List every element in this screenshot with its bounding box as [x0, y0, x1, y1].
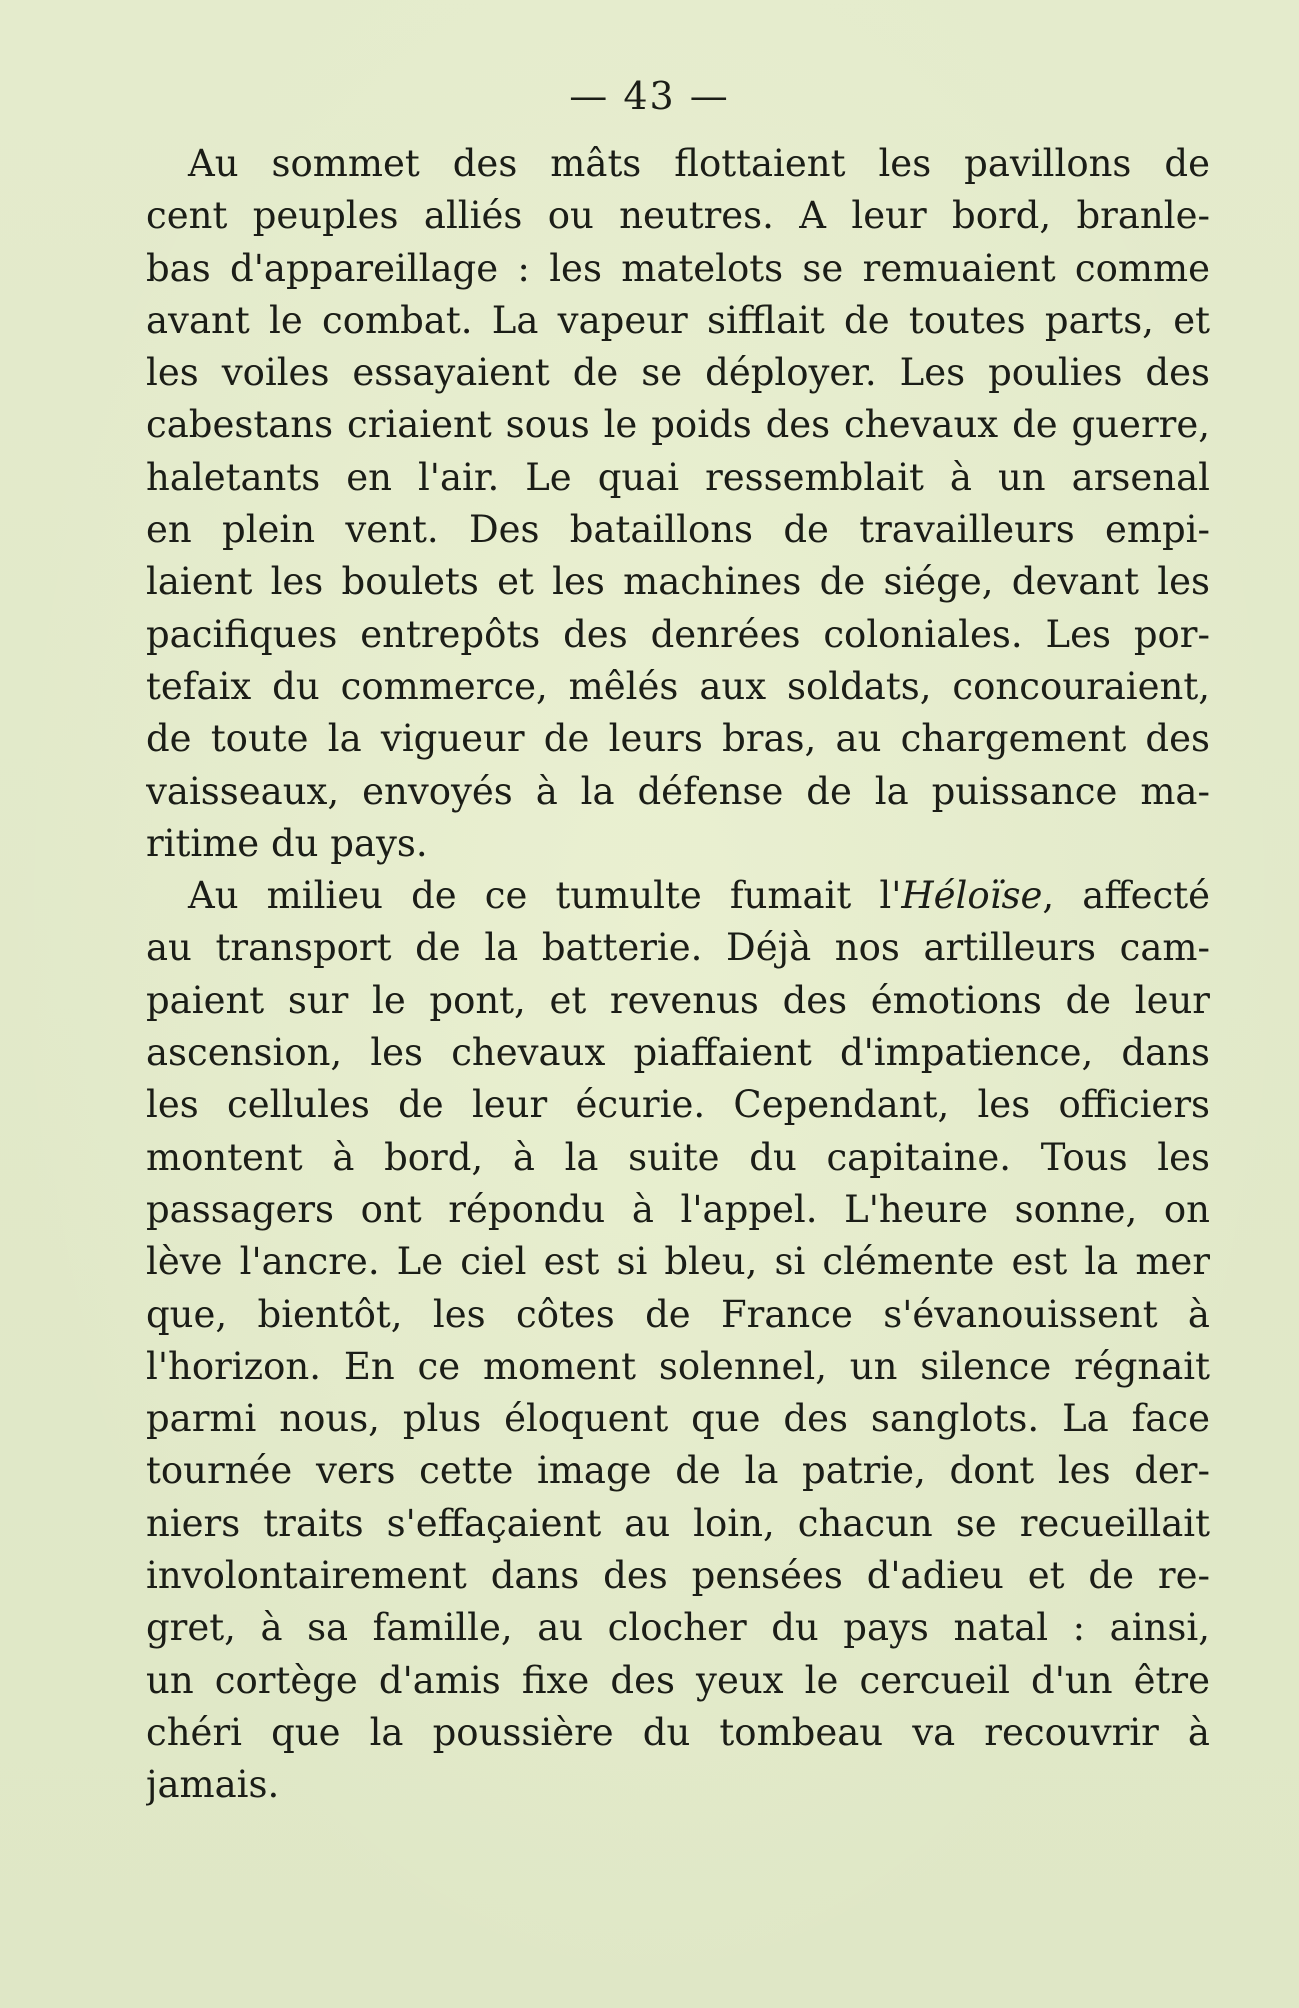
text-line: avant le combat. La vapeur sifflait de toutes parts, et: [146, 298, 1210, 342]
text-line: parmi nous, plus éloquent que des sanglots. La face: [146, 1397, 1210, 1441]
text-line: bas d'appareillage : les matelots se remuaient comme: [146, 246, 1210, 290]
paragraph-2: [146, 870, 1210, 1811]
text-line: laient les boulets et les machines de siége, devant les: [146, 560, 1210, 604]
text-segment: Au milieu de ce tumulte fumait l': [188, 874, 902, 918]
text-line: les cellules de leur écurie. Cependant, les officiers: [146, 1083, 1210, 1127]
text-line: Au sommet des mâts flottaient les pavillons de: [188, 142, 1210, 185]
text-line: au transport de la batterie. Déjà nos artilleurs cam-: [146, 926, 1210, 970]
body-text: [146, 138, 1210, 1812]
text-line: tournée vers cette image de la patrie, dont les der-: [146, 1449, 1210, 1493]
paragraph-1: [146, 138, 1210, 870]
text-line: les voiles essayaient de se déployer. Les poulies des: [146, 351, 1210, 395]
text-line: chéri que la poussière du tombeau va recouvrir à: [146, 1710, 1210, 1754]
text-line: ritime du pays.: [146, 821, 428, 865]
text-line: haletants en l'air. Le quai ressemblait à un arsenal: [146, 455, 1210, 499]
text-line: lève l'ancre. Le ciel est si bleu, si clémente est la mer: [146, 1240, 1210, 1284]
page-number: — 43 —: [569, 74, 730, 118]
text-line: [146, 870, 1210, 922]
text-line: ascension, les chevaux piaffaient d'impatience, dans: [146, 1031, 1210, 1075]
text-line: de toute la vigueur de leurs bras, au chargement des: [146, 717, 1210, 761]
text-line: que, bientôt, les côtes de France s'évanouissent à: [146, 1292, 1210, 1336]
text-line: cabestans criaient sous le poids des chevaux de guerre,: [146, 403, 1210, 447]
text-segment: , affecté: [1042, 874, 1210, 918]
text-line: l'horizon. En ce moment solennel, un silence régnait: [146, 1344, 1210, 1388]
text-line: cent peuples alliés ou neutres. A leur bord, branle-: [146, 194, 1210, 238]
text-line: montent à bord, à la suite du capitaine. Tous les: [146, 1135, 1210, 1179]
text-line: jamais.: [146, 1763, 280, 1807]
text-line: involontairement dans des pensées d'adieu et de re-: [146, 1554, 1210, 1598]
text-line: paient sur le pont, et revenus des émotions de leur: [146, 978, 1210, 1022]
text-line: passagers ont répondu à l'appel. L'heure sonne, on: [146, 1187, 1210, 1231]
text-line: niers traits s'effaçaient au loin, chacun se recueillait: [146, 1501, 1210, 1545]
text-line: gret, à sa famille, au clocher du pays natal : ainsi,: [146, 1606, 1210, 1650]
text-line: tefaix du commerce, mêlés aux soldats, concouraient,: [146, 664, 1210, 708]
text-line: en plein vent. Des bataillons de travailleurs empi-: [146, 508, 1210, 552]
text-line: pacifiques entrepôts des denrées coloniales. Les por-: [146, 612, 1210, 656]
text-line: un cortège d'amis fixe des yeux le cercueil d'un être: [146, 1658, 1210, 1702]
text-line: vaisseaux, envoyés à la défense de la puissance ma-: [146, 769, 1210, 813]
ship-name: Héloïse: [901, 874, 1043, 918]
